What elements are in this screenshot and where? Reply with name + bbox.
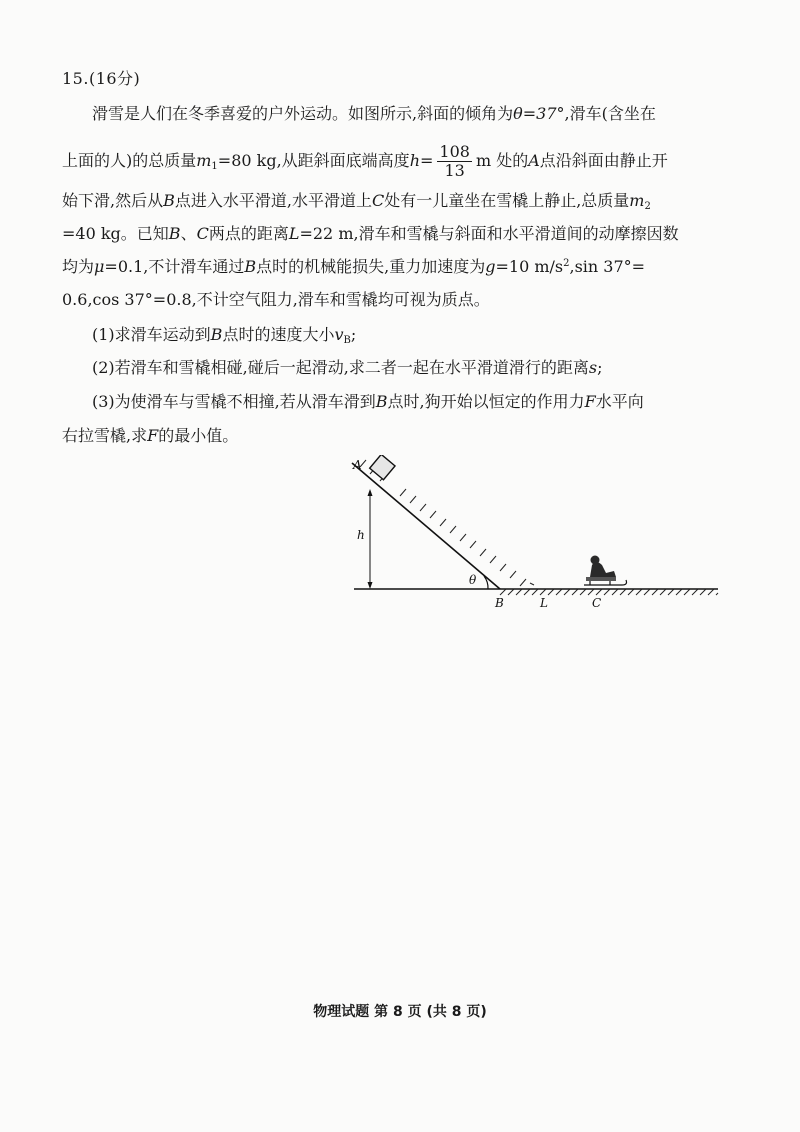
- problem-line-2: 上面的人)的总质量$m_1=80$ kg,从距斜面底端高度h= $\frac{108}{13}$ m 处的A点沿斜面由静止开: [62, 142, 668, 180]
- problem-line-5: 均为μ=0.1,不计滑车通过B点时的机械能损失,重力加速度为g=10 $m/s^2,\sin$ 37°=: [62, 257, 646, 276]
- part-3-line-1: (3)为使滑车与雪橇不相撞,若从滑车滑到B点时,狗开始以恒定的作用力F水平向: [92, 392, 644, 411]
- child-sledge: [584, 556, 627, 586]
- problem-line-3: 始下滑,然后从B点进入水平滑道,水平滑道上C处有一儿童坐在雪橇上静止,总质量$m_2$: [62, 191, 651, 212]
- question-number: 15.(16分): [62, 69, 141, 88]
- part-1: (1)求滑车运动到B点时的速度大小$v_B$;: [92, 325, 357, 346]
- problem-line-1: 滑雪是人们在冬季喜爱的户外运动。如图所示,斜面的倾角为θ=37°,滑车(含坐在: [92, 104, 656, 123]
- page-footer: 物理试题 第 8 页 (共 8 页): [313, 1004, 487, 1020]
- part-2: (2)若滑车和雪橇相碰,碰后一起滑动,求二者一起在水平滑道滑行的距离s;: [92, 358, 603, 377]
- label-B: B: [495, 596, 504, 610]
- label-L: L: [540, 596, 548, 610]
- problem-line-6: 0.6,cos 37°=0.8,不计空气阻力,滑车和雪橇均可视为质点。: [62, 290, 490, 309]
- label-theta: θ: [469, 573, 477, 587]
- height-arrow-top: [368, 489, 373, 496]
- ground-hatching: [500, 589, 718, 595]
- label-C: C: [592, 596, 602, 610]
- label-A: A: [353, 458, 362, 472]
- problem-line-4: =40 kg。已知B、C两点的距离L=22 m,滑车和雪橇与斜面和水平滑道间的动摩擦因数: [62, 224, 679, 243]
- height-fraction: $\frac{108}{13}$: [439, 142, 470, 180]
- height-arrow-bottom: [368, 582, 373, 589]
- incline-hatching: [360, 460, 534, 586]
- incline-diagram: [340, 455, 730, 615]
- sled-block: [370, 455, 395, 480]
- label-h: h: [357, 528, 365, 542]
- part-3-line-2: 右拉雪橇,求F的最小值。: [62, 426, 239, 445]
- incline-surface: [352, 463, 500, 589]
